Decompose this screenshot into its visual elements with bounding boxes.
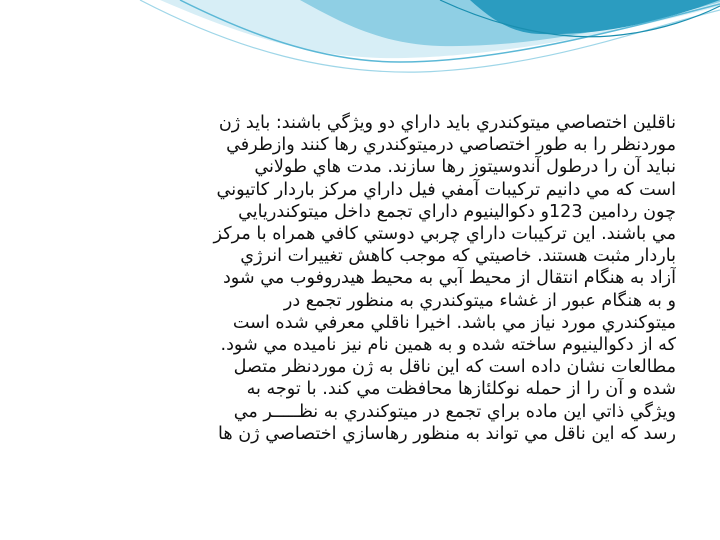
text-line: چون ردامين 123و دكوالينيوم داراي تجمع داخل ميتوكندريايي <box>238 201 676 222</box>
text-line: آزاد به هنگام انتقال از محيط آبي به محيط هيدروفوب مي شود <box>222 268 676 289</box>
text-line: شده و آن را از حمله نوكلئازها محافظت مي كند. با توجه به <box>246 379 676 400</box>
decorative-wave-header <box>0 0 720 80</box>
text-line: ميتوكندري مورد نياز مي باشد. اخيرا ناقلي معرفي شده است <box>232 312 676 333</box>
text-line: ناقلين اختصاصي ميتوكندري بايد داراي دو ويژگي باشند: بايد ژن <box>218 113 676 133</box>
text-line: موردنظر را به طور اختصاصي درميتوكندري رها كنند وازطرفي <box>226 135 676 156</box>
text-line: باردار مثبت هستند. خاصيتي كه موجب كاهش تغييرات انرژي <box>240 246 676 267</box>
text-line: رسد كه اين ناقل مي تواند به منظور رهاسازي اختصاصي ژن ها <box>218 423 676 444</box>
text-line: است كه مي دانيم تركيبات آمفي فيل داراي مركز باردار كاتيوني <box>216 179 676 200</box>
text-line: مي باشند. اين تركيبات داراي چربي دوستي كافي همراه با مركز <box>213 224 676 245</box>
body-paragraph <box>44 112 676 445</box>
text-line: كه از دكوالينيوم ساخته شده و به همين نام نيز ناميده مي شود. <box>220 335 676 356</box>
text-line: و به هنگام عبور از غشاء ميتوكندري به منظور تجمع در <box>283 290 676 311</box>
text-line: مطالعات نشان داده است كه اين ناقل به ژن موردنظر متصل <box>233 357 676 378</box>
text-line: نبايد آن را درطول آندوسيتوز رها سازند. مدت هاي طولاني <box>254 157 676 178</box>
text-line: ويژگي ذاتي اين ماده براي تجمع در ميتوكندري به نظـــــر مي <box>233 401 676 422</box>
